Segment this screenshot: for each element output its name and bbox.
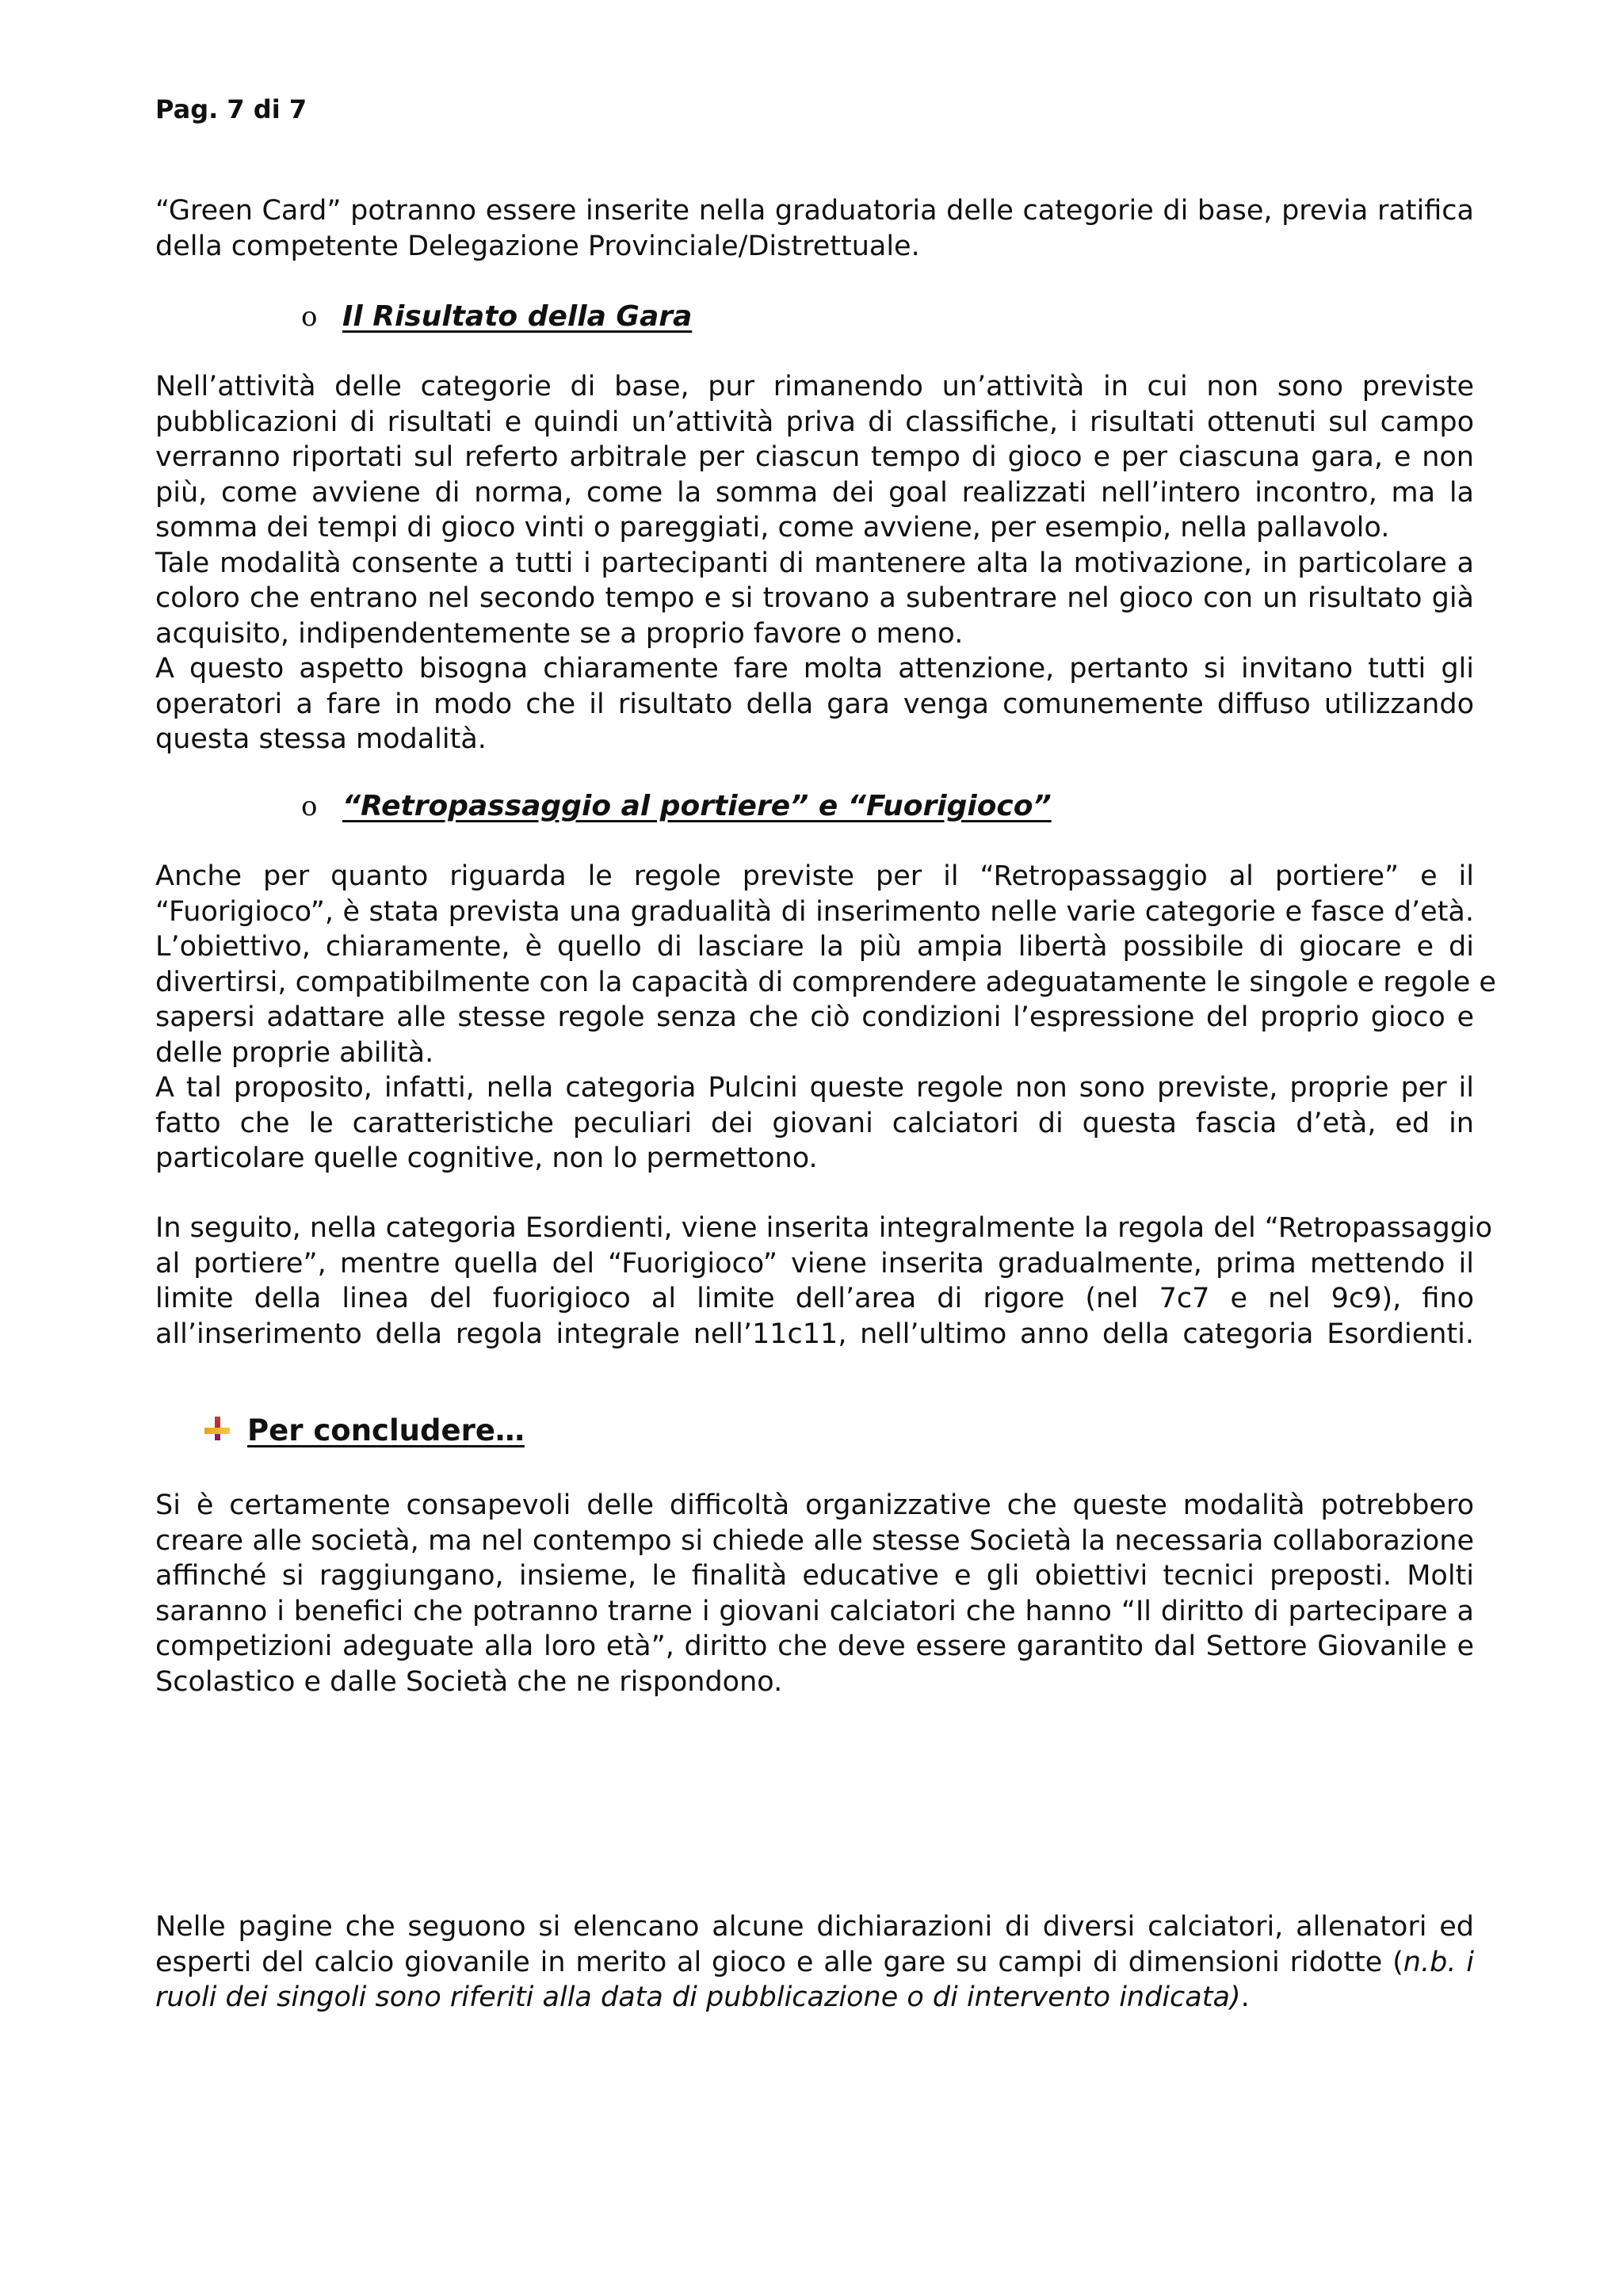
text-line: affinché si raggiungano, insieme, le finalità educative e gli obiettivi tecnici preposti. Molti [155, 1560, 1474, 1592]
text-line: competizioni adeguate alla loro età”, diritto che deve essere garantito dal Settore Giovanile e [155, 1630, 1474, 1662]
text-line: A questo aspetto bisogna chiaramente fare molta attenzione, pertanto si invitano tutti gli [155, 653, 1474, 685]
text-line: operatori a fare in modo che il risultato della gara venga comunemente diffuso utilizzando [155, 688, 1474, 720]
page-number-header: Pag. 7 di 7 [155, 94, 307, 124]
text-line: particolare quelle cognitive, non lo permettono. [155, 1142, 818, 1174]
text-line [155, 1980, 1474, 2016]
subheading-title: Il Risultato della Gara [342, 300, 693, 333]
note-text-italic: n.b. i [1403, 1946, 1474, 1978]
retropassaggio-paragraph [155, 859, 1496, 1177]
text-segment: esperti del calcio giovanile in merito al gioco e alle gare su campi di dimensioni ridotte ( [155, 1946, 1403, 1978]
text-line: A tal proposito, infatti, nella categoria Pulcini queste regole non sono previste, proprie per il [155, 1072, 1474, 1104]
text-line [155, 1945, 1474, 1981]
text-line: questa stessa modalità. [155, 723, 487, 755]
text-line: verranno riportati sul referto arbitrale per ciascun tempo di gioco e per ciascuna gara, e non [155, 441, 1474, 473]
text-line: saranno i benefici che potranno trarne i giovani calciatori che hanno “Il diritto di partecipare a [155, 1595, 1474, 1627]
text-line: In seguito, nella categoria Esordienti, viene inserita integralmente la regola del “Retropassaggio [155, 1212, 1493, 1244]
concludere-paragraph [155, 1488, 1474, 1699]
text-segment: . [1240, 1981, 1250, 2013]
subheading-title: “Retropassaggio al portiere” e “Fuorigioco” [342, 790, 1052, 822]
text-line: al portiere”, mentre quella del “Fuorigioco” viene inserita gradualmente, prima mettendo il [155, 1247, 1474, 1280]
text-line: Nelle pagine che seguono si elencano alcune dichiarazioni di diversi calciatori, allenatori ed [155, 1911, 1474, 1943]
text-line: Scolastico e dalle Società che ne rispondono. [155, 1665, 783, 1698]
circle-bullet-icon: o [301, 301, 318, 333]
section-title: Per concludere… [247, 1413, 525, 1447]
text-line: pubblicazioni di risultati e quindi un’attività priva di classifiche, i risultati ottenuti sul campo [155, 406, 1474, 438]
text-line: “Fuorigioco”, è stata prevista una gradualità di inserimento nelle varie categorie e fasce d’età. [155, 895, 1474, 928]
seguito-paragraph [155, 1211, 1493, 1352]
subheading-risultato [301, 299, 692, 334]
text-line: più, come avviene di norma, come la somma dei goal realizzati nell’intero incontro, ma la [155, 476, 1474, 509]
text-line: somma dei tempi di gioco vinti o pareggiati, come avviene, per esempio, nella pallavolo. [155, 512, 1390, 543]
text-line: fatto che le caratteristiche peculiari dei giovani calciatori di questa fascia d’età, ed in [155, 1107, 1474, 1139]
note-text-italic: ruoli dei singoli sono riferiti alla data di pubblicazione o di intervento indicata) [155, 1981, 1241, 2013]
text-line: sapersi adattare alle stesse regole senza che ciò condizioni l’espressione del proprio gioco e [155, 1001, 1474, 1033]
plus-cross-icon [204, 1417, 230, 1442]
text-line: delle proprie abilità. [155, 1036, 434, 1069]
text-line: acquisito, indipendentemente se a proprio favore o meno. [155, 617, 964, 650]
text-line: coloro che entrano nel secondo tempo e si trovano a subentrare nel gioco con un risultato già [155, 582, 1474, 614]
text-line: all’inserimento della regola integrale nell’11c11, nell’ultimo anno della categoria Esordienti. [155, 1318, 1474, 1350]
circle-bullet-icon: o [301, 791, 318, 822]
text-line: limite della linea del fuorigioco al limite dell’area di rigore (nel 7c7 e nel 9c9), fino [155, 1283, 1474, 1314]
risultato-paragraph [155, 369, 1474, 757]
section-heading-concludere [204, 1413, 525, 1448]
subheading-retropassaggio [301, 789, 1052, 824]
text-line: “Green Card” potranno essere inserite nella graduatoria delle categorie di base, previa ratifica [155, 195, 1474, 227]
text-line: della competente Delegazione Provinciale/Distrettuale. [155, 230, 920, 262]
text-line: Nell’attività delle categorie di base, pur rimanendo un’attività in cui non sono previste [155, 371, 1474, 402]
text-line: divertirsi, compatibilmente con la capacità di comprendere adeguatamente le singole e regole e [155, 966, 1496, 998]
intro-paragraph [155, 193, 1474, 264]
text-line: Tale modalità consente a tutti i partecipanti di mantenere alta la motivazione, in particolare a [155, 547, 1474, 579]
text-line: Si è certamente consapevoli delle difficoltà organizzative che queste modalità potrebbero [155, 1489, 1474, 1521]
final-paragraph [155, 1909, 1474, 2016]
text-line: Anche per quanto riguarda le regole previste per il “Retropassaggio al portiere” e il [155, 860, 1474, 892]
text-line: creare alle società, ma nel contempo si chiede alle stesse Società la necessaria collaborazione [155, 1524, 1474, 1557]
text-line: L’obiettivo, chiaramente, è quello di lasciare la più ampia libertà possibile di giocare e di [155, 931, 1474, 963]
